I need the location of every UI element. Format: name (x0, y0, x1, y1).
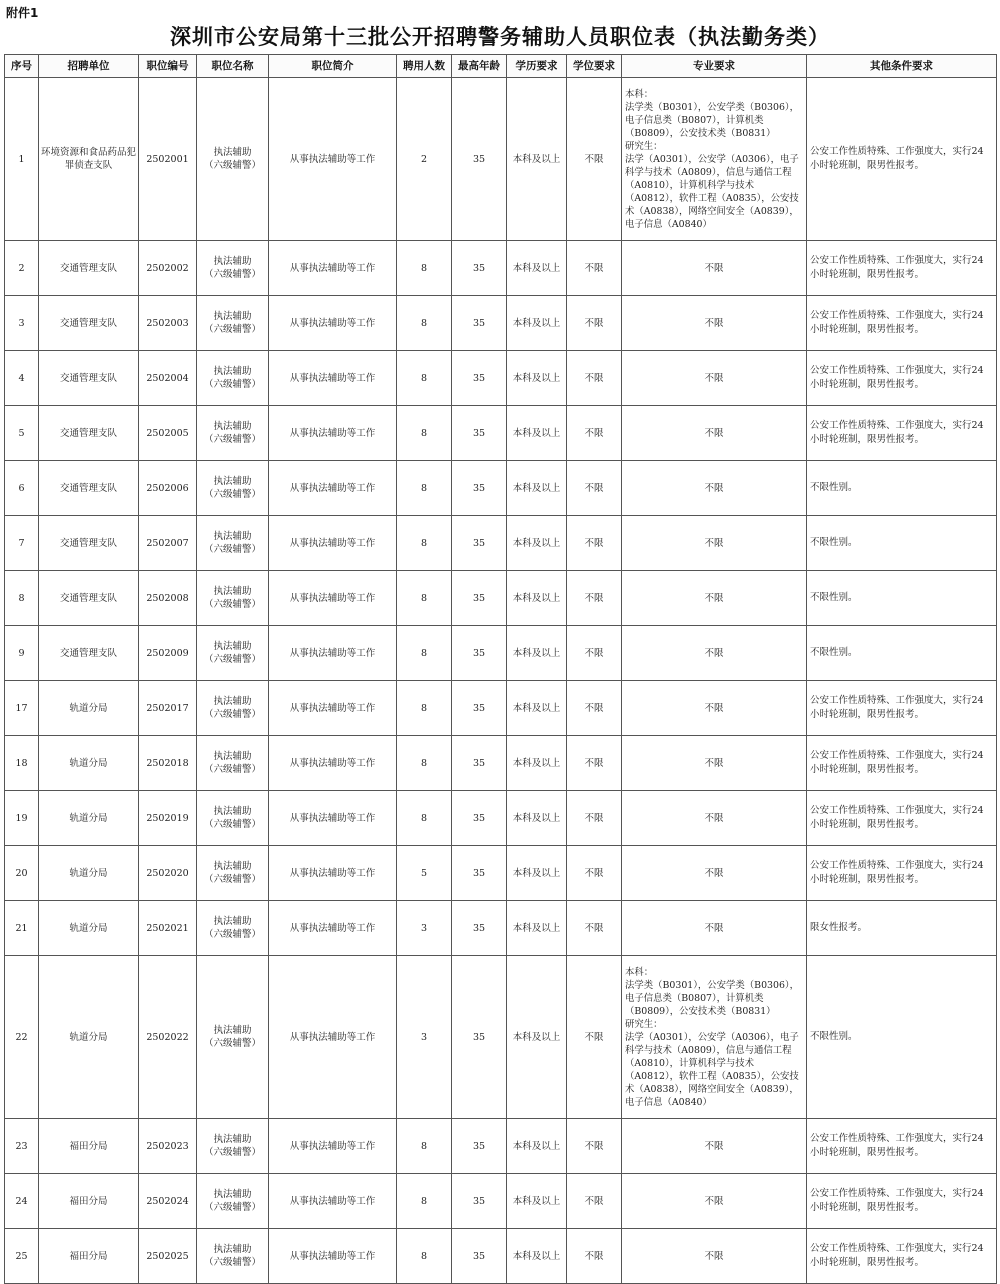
cell-unit: 福田分局 (39, 1119, 139, 1174)
cell-position: 执法辅助 （六级辅警） (197, 351, 269, 406)
cell-position: 执法辅助 （六级辅警） (197, 626, 269, 681)
cell-count: 3 (397, 956, 452, 1119)
cell-other: 公安工作性质特殊、工作强度大，实行24小时轮班制，限男性报考。 (807, 681, 997, 736)
cell-no: 21 (5, 901, 39, 956)
cell-degree: 不限 (567, 571, 622, 626)
cell-unit: 轨道分局 (39, 681, 139, 736)
cell-education: 本科及以上 (507, 846, 567, 901)
cell-no: 1 (5, 78, 39, 241)
cell-degree: 不限 (567, 1174, 622, 1229)
cell-major: 不限 (622, 571, 807, 626)
table-row (5, 461, 997, 516)
cell-other: 不限性别。 (807, 626, 997, 681)
cell-unit: 交通管理支队 (39, 296, 139, 351)
cell-no: 9 (5, 626, 39, 681)
table-row (5, 1119, 997, 1174)
cell-degree: 不限 (567, 78, 622, 241)
cell-count: 3 (397, 901, 452, 956)
cell-major: 不限 (622, 681, 807, 736)
cell-intro: 从事执法辅助等工作 (269, 626, 397, 681)
cell-education: 本科及以上 (507, 681, 567, 736)
cell-unit: 轨道分局 (39, 791, 139, 846)
cell-unit: 交通管理支队 (39, 516, 139, 571)
cell-no: 18 (5, 736, 39, 791)
cell-position: 执法辅助 （六级辅警） (197, 791, 269, 846)
cell-intro: 从事执法辅助等工作 (269, 1229, 397, 1284)
cell-unit: 轨道分局 (39, 956, 139, 1119)
cell-age: 35 (452, 296, 507, 351)
cell-intro: 从事执法辅助等工作 (269, 78, 397, 241)
cell-count: 8 (397, 791, 452, 846)
cell-other: 公安工作性质特殊、工作强度大，实行24小时轮班制，限男性报考。 (807, 296, 997, 351)
header-intro: 职位简介 (269, 55, 397, 78)
cell-code: 2502008 (139, 571, 197, 626)
table-row (5, 241, 997, 296)
cell-unit: 轨道分局 (39, 901, 139, 956)
cell-degree: 不限 (567, 626, 622, 681)
cell-age: 35 (452, 846, 507, 901)
table-row (5, 846, 997, 901)
table-row (5, 736, 997, 791)
cell-degree: 不限 (567, 736, 622, 791)
cell-count: 8 (397, 1229, 452, 1284)
cell-other: 公安工作性质特殊、工作强度大，实行24小时轮班制，限男性报考。 (807, 1229, 997, 1284)
cell-no: 20 (5, 846, 39, 901)
cell-unit: 交通管理支队 (39, 461, 139, 516)
cell-intro: 从事执法辅助等工作 (269, 516, 397, 571)
cell-position: 执法辅助 （六级辅警） (197, 461, 269, 516)
cell-major: 不限 (622, 901, 807, 956)
cell-other: 公安工作性质特殊、工作强度大，实行24小时轮班制，限男性报考。 (807, 351, 997, 406)
cell-count: 8 (397, 461, 452, 516)
cell-age: 35 (452, 1174, 507, 1229)
header-education: 学历要求 (507, 55, 567, 78)
cell-age: 35 (452, 791, 507, 846)
cell-other: 不限性别。 (807, 516, 997, 571)
cell-age: 35 (452, 461, 507, 516)
cell-degree: 不限 (567, 901, 622, 956)
cell-position: 执法辅助 （六级辅警） (197, 901, 269, 956)
cell-degree: 不限 (567, 1119, 622, 1174)
cell-major: 不限 (622, 626, 807, 681)
cell-education: 本科及以上 (507, 351, 567, 406)
cell-count: 8 (397, 516, 452, 571)
cell-position: 执法辅助 （六级辅警） (197, 241, 269, 296)
cell-age: 35 (452, 1229, 507, 1284)
cell-major: 不限 (622, 241, 807, 296)
cell-position: 执法辅助 （六级辅警） (197, 736, 269, 791)
cell-other: 公安工作性质特殊、工作强度大，实行24小时轮班制，限男性报考。 (807, 241, 997, 296)
cell-other: 公安工作性质特殊、工作强度大，实行24小时轮班制，限男性报考。 (807, 78, 997, 241)
cell-unit: 交通管理支队 (39, 351, 139, 406)
cell-code: 2502021 (139, 901, 197, 956)
cell-education: 本科及以上 (507, 1229, 567, 1284)
table-header-row (5, 55, 997, 78)
cell-education: 本科及以上 (507, 1174, 567, 1229)
cell-intro: 从事执法辅助等工作 (269, 736, 397, 791)
cell-unit: 环境资源和食品药品犯罪侦查支队 (39, 78, 139, 241)
cell-major: 本科： 法学类（B0301），公安学类（B0306），电子信息类（B0807），计算机类（B0809），公安技术类（B0831） 研究生： 法学（A0301），公安学（A0306），电子科学与技术（A0809），信息与通信工程（A0810），计算机科学与技术（A0812），软件工程（A0835），公安技术（A0838），网络空间安全（A0839），电子信息（A0840） (622, 956, 807, 1119)
cell-age: 35 (452, 78, 507, 241)
cell-no: 6 (5, 461, 39, 516)
table-row (5, 1174, 997, 1229)
cell-count: 2 (397, 78, 452, 241)
cell-other: 不限性别。 (807, 956, 997, 1119)
cell-no: 23 (5, 1119, 39, 1174)
cell-unit: 轨道分局 (39, 846, 139, 901)
cell-major: 本科： 法学类（B0301），公安学类（B0306），电子信息类（B0807），计算机类（B0809），公安技术类（B0831） 研究生： 法学（A0301），公安学（A0306），电子科学与技术（A0809），信息与通信工程（A0810），计算机科学与技术（A0812），软件工程（A0835），公安技术（A0838），网络空间安全（A0839），电子信息（A0840） (622, 78, 807, 241)
cell-unit: 轨道分局 (39, 736, 139, 791)
cell-unit: 交通管理支队 (39, 406, 139, 461)
cell-major: 不限 (622, 736, 807, 791)
table-row (5, 681, 997, 736)
cell-no: 4 (5, 351, 39, 406)
cell-age: 35 (452, 241, 507, 296)
cell-count: 8 (397, 351, 452, 406)
cell-position: 执法辅助 （六级辅警） (197, 78, 269, 241)
table-row (5, 901, 997, 956)
cell-other: 公安工作性质特殊、工作强度大，实行24小时轮班制，限男性报考。 (807, 846, 997, 901)
cell-no: 3 (5, 296, 39, 351)
cell-code: 2502022 (139, 956, 197, 1119)
cell-code: 2502001 (139, 78, 197, 241)
cell-count: 8 (397, 681, 452, 736)
cell-other: 不限性别。 (807, 461, 997, 516)
cell-degree: 不限 (567, 406, 622, 461)
cell-count: 8 (397, 406, 452, 461)
cell-other: 公安工作性质特殊、工作强度大，实行24小时轮班制，限男性报考。 (807, 791, 997, 846)
table-row (5, 571, 997, 626)
cell-position: 执法辅助 （六级辅警） (197, 681, 269, 736)
attachment-label: 附件1 (6, 6, 39, 20)
cell-major: 不限 (622, 1174, 807, 1229)
cell-code: 2502023 (139, 1119, 197, 1174)
cell-degree: 不限 (567, 1229, 622, 1284)
cell-degree: 不限 (567, 516, 622, 571)
cell-major: 不限 (622, 1119, 807, 1174)
cell-education: 本科及以上 (507, 626, 567, 681)
cell-count: 5 (397, 846, 452, 901)
header-other: 其他条件要求 (807, 55, 997, 78)
table-row (5, 956, 997, 1119)
cell-unit: 福田分局 (39, 1174, 139, 1229)
cell-unit: 交通管理支队 (39, 571, 139, 626)
position-table (4, 54, 997, 1284)
header-age: 最高年龄 (452, 55, 507, 78)
page-title: 深圳市公安局第十三批公开招聘警务辅助人员职位表（执法勤务类） (170, 24, 830, 49)
cell-major: 不限 (622, 791, 807, 846)
cell-age: 35 (452, 1119, 507, 1174)
cell-degree: 不限 (567, 461, 622, 516)
header-code: 职位编号 (139, 55, 197, 78)
cell-code: 2502002 (139, 241, 197, 296)
cell-major: 不限 (622, 516, 807, 571)
cell-count: 8 (397, 241, 452, 296)
table-row (5, 351, 997, 406)
table-row (5, 296, 997, 351)
header-position: 职位名称 (197, 55, 269, 78)
cell-degree: 不限 (567, 956, 622, 1119)
header-degree: 学位要求 (567, 55, 622, 78)
cell-position: 执法辅助 （六级辅警） (197, 1119, 269, 1174)
table-row (5, 78, 997, 241)
cell-no: 2 (5, 241, 39, 296)
cell-position: 执法辅助 （六级辅警） (197, 516, 269, 571)
cell-major: 不限 (622, 296, 807, 351)
cell-intro: 从事执法辅助等工作 (269, 461, 397, 516)
cell-code: 2502020 (139, 846, 197, 901)
table-row (5, 791, 997, 846)
cell-intro: 从事执法辅助等工作 (269, 901, 397, 956)
cell-code: 2502003 (139, 296, 197, 351)
cell-unit: 交通管理支队 (39, 626, 139, 681)
cell-unit: 福田分局 (39, 1229, 139, 1284)
cell-intro: 从事执法辅助等工作 (269, 956, 397, 1119)
cell-position: 执法辅助 （六级辅警） (197, 956, 269, 1119)
cell-no: 25 (5, 1229, 39, 1284)
cell-code: 2502019 (139, 791, 197, 846)
cell-position: 执法辅助 （六级辅警） (197, 1229, 269, 1284)
cell-education: 本科及以上 (507, 956, 567, 1119)
cell-position: 执法辅助 （六级辅警） (197, 1174, 269, 1229)
cell-major: 不限 (622, 1229, 807, 1284)
cell-code: 2502025 (139, 1229, 197, 1284)
cell-no: 24 (5, 1174, 39, 1229)
cell-no: 7 (5, 516, 39, 571)
cell-intro: 从事执法辅助等工作 (269, 681, 397, 736)
header-major: 专业要求 (622, 55, 807, 78)
cell-other: 公安工作性质特殊、工作强度大，实行24小时轮班制，限男性报考。 (807, 406, 997, 461)
cell-position: 执法辅助 （六级辅警） (197, 296, 269, 351)
cell-degree: 不限 (567, 296, 622, 351)
cell-count: 8 (397, 1174, 452, 1229)
cell-education: 本科及以上 (507, 406, 567, 461)
cell-age: 35 (452, 571, 507, 626)
cell-no: 19 (5, 791, 39, 846)
cell-code: 2502018 (139, 736, 197, 791)
cell-age: 35 (452, 351, 507, 406)
cell-age: 35 (452, 901, 507, 956)
cell-no: 8 (5, 571, 39, 626)
cell-degree: 不限 (567, 681, 622, 736)
cell-age: 35 (452, 681, 507, 736)
cell-position: 执法辅助 （六级辅警） (197, 406, 269, 461)
cell-degree: 不限 (567, 241, 622, 296)
cell-education: 本科及以上 (507, 516, 567, 571)
cell-code: 2502009 (139, 626, 197, 681)
cell-other: 公安工作性质特殊、工作强度大，实行24小时轮班制，限男性报考。 (807, 1119, 997, 1174)
cell-intro: 从事执法辅助等工作 (269, 241, 397, 296)
cell-other: 限女性报考。 (807, 901, 997, 956)
cell-no: 5 (5, 406, 39, 461)
cell-intro: 从事执法辅助等工作 (269, 1174, 397, 1229)
cell-intro: 从事执法辅助等工作 (269, 1119, 397, 1174)
cell-education: 本科及以上 (507, 791, 567, 846)
cell-age: 35 (452, 516, 507, 571)
cell-unit: 交通管理支队 (39, 241, 139, 296)
cell-degree: 不限 (567, 351, 622, 406)
cell-position: 执法辅助 （六级辅警） (197, 846, 269, 901)
cell-major: 不限 (622, 351, 807, 406)
cell-education: 本科及以上 (507, 1119, 567, 1174)
cell-degree: 不限 (567, 791, 622, 846)
cell-age: 35 (452, 736, 507, 791)
header-no: 序号 (5, 55, 39, 78)
cell-education: 本科及以上 (507, 571, 567, 626)
table-row (5, 626, 997, 681)
cell-no: 17 (5, 681, 39, 736)
cell-age: 35 (452, 956, 507, 1119)
cell-code: 2502004 (139, 351, 197, 406)
cell-education: 本科及以上 (507, 901, 567, 956)
cell-count: 8 (397, 626, 452, 681)
cell-intro: 从事执法辅助等工作 (269, 791, 397, 846)
cell-other: 公安工作性质特殊、工作强度大，实行24小时轮班制，限男性报考。 (807, 736, 997, 791)
cell-position: 执法辅助 （六级辅警） (197, 571, 269, 626)
cell-major: 不限 (622, 461, 807, 516)
cell-other: 不限性别。 (807, 571, 997, 626)
cell-intro: 从事执法辅助等工作 (269, 296, 397, 351)
cell-education: 本科及以上 (507, 461, 567, 516)
cell-major: 不限 (622, 846, 807, 901)
cell-count: 8 (397, 296, 452, 351)
cell-count: 8 (397, 736, 452, 791)
cell-education: 本科及以上 (507, 736, 567, 791)
cell-code: 2502024 (139, 1174, 197, 1229)
cell-education: 本科及以上 (507, 241, 567, 296)
cell-code: 2502007 (139, 516, 197, 571)
header-unit: 招聘单位 (39, 55, 139, 78)
table-row (5, 406, 997, 461)
cell-degree: 不限 (567, 846, 622, 901)
cell-intro: 从事执法辅助等工作 (269, 406, 397, 461)
header-count: 聘用人数 (397, 55, 452, 78)
cell-code: 2502005 (139, 406, 197, 461)
table-row (5, 1229, 997, 1284)
table-row (5, 516, 997, 571)
cell-code: 2502006 (139, 461, 197, 516)
cell-count: 8 (397, 571, 452, 626)
cell-intro: 从事执法辅助等工作 (269, 846, 397, 901)
cell-age: 35 (452, 626, 507, 681)
cell-other: 公安工作性质特殊、工作强度大，实行24小时轮班制，限男性报考。 (807, 1174, 997, 1229)
cell-major: 不限 (622, 406, 807, 461)
cell-intro: 从事执法辅助等工作 (269, 571, 397, 626)
cell-education: 本科及以上 (507, 296, 567, 351)
cell-age: 35 (452, 406, 507, 461)
cell-education: 本科及以上 (507, 78, 567, 241)
cell-no: 22 (5, 956, 39, 1119)
cell-code: 2502017 (139, 681, 197, 736)
cell-count: 8 (397, 1119, 452, 1174)
cell-intro: 从事执法辅助等工作 (269, 351, 397, 406)
